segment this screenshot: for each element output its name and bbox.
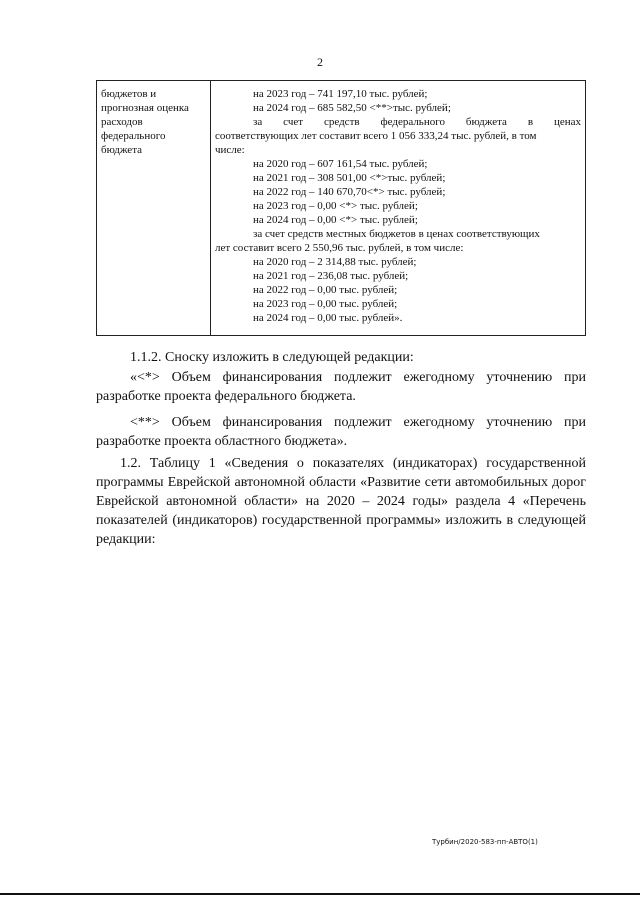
- right-cell-line: на 2020 год – 607 161,54 тыс. рублей;: [253, 158, 428, 170]
- document-code: Турбин/2020-583-пп-АВТО(1): [432, 838, 538, 846]
- right-cell-line: на 2024 год – 0,00 <*> тыс. рублей;: [253, 214, 418, 226]
- bottom-divider: [0, 893, 640, 895]
- left-cell-line: прогнозная оценка: [101, 102, 189, 114]
- financing-table: [96, 80, 586, 336]
- right-cell-line: на 2023 год – 741 197,10 тыс. рублей;: [253, 88, 428, 100]
- page-number: 2: [317, 55, 323, 69]
- document-body: [96, 348, 586, 549]
- table-right-cell: [211, 81, 585, 335]
- right-cell-line: на 2024 год – 0,00 тыс. рублей».: [253, 312, 403, 324]
- right-cell-line: на 2024 год – 685 582,50 <**>тыс. рублей;: [253, 102, 451, 114]
- right-cell-line: за счет средств местных бюджетов в ценах соответствующих: [253, 228, 540, 240]
- table-left-cell: [97, 81, 211, 335]
- left-cell-line: федерального: [101, 130, 166, 142]
- right-cell-line: на 2021 год – 308 501,00 <*>тыс. рублей;: [253, 172, 446, 184]
- left-cell-line: бюджетов и: [101, 88, 157, 100]
- left-cell-line: расходов: [101, 116, 143, 128]
- right-cell-line: на 2022 год – 140 670,70<*> тыс. рублей;: [253, 186, 446, 198]
- paragraph-footnote-heading: 1.1.2. Сноску изложить в следующей редакции:: [130, 350, 414, 365]
- right-cell-line: на 2021 год – 236,08 тыс. рублей;: [253, 270, 409, 282]
- right-cell-line: на 2022 год – 0,00 тыс. рублей;: [253, 284, 398, 296]
- right-cell-line: за счет средств федерального бюджета в ценах: [253, 116, 581, 128]
- right-cell-line: лет составит всего 2 550,96 тыс. рублей, в том числе:: [215, 242, 464, 254]
- right-cell-line: на 2020 год – 2 314,88 тыс. рублей;: [253, 256, 417, 268]
- right-cell-line: на 2023 год – 0,00 <*> тыс. рублей;: [253, 200, 418, 212]
- right-cell-line: соответствующих лет составит всего 1 056 333,24 тыс. рублей, в том: [215, 130, 537, 142]
- right-cell-line: числе:: [215, 144, 245, 156]
- paragraph-table-1: 1.2. Таблицу 1 «Сведения о показателях (индикаторах) государственной программы Еврейской автономной области «Развитие сети автомобильных дорог Еврейской автономной области» на 2020 – 2024 годы» раздела 4 «Перечень показателей (индикаторов) государственной программы» изложить в следующей редакции:: [96, 456, 586, 547]
- left-cell-line: бюджета: [101, 144, 143, 156]
- right-cell-line: на 2023 год – 0,00 тыс. рублей;: [253, 298, 398, 310]
- paragraph-footnote-1: «<*> Объем финансирования подлежит ежегодному уточнению при разработке проекта федерального бюджета.: [96, 370, 586, 404]
- paragraph-footnote-2: <**> Объем финансирования подлежит ежегодному уточнению при разработке проекта областного бюджета».: [96, 415, 586, 449]
